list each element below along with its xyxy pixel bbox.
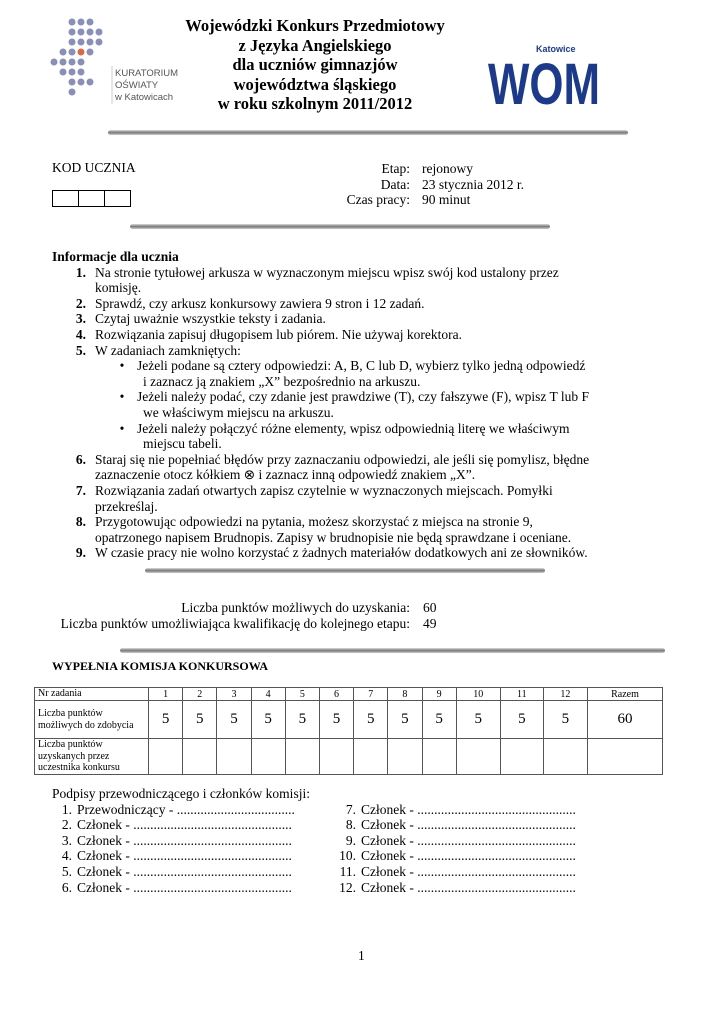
signature-number: 1. xyxy=(61,801,72,817)
logo-dot xyxy=(96,29,103,36)
title-line: Wojewódzki Konkurs Przedmiotowy xyxy=(185,16,445,35)
signature-text: Członek - ............................................... xyxy=(361,832,576,848)
signature-number: 7. xyxy=(345,801,356,817)
task-number: 9 xyxy=(422,688,456,701)
max-points-cell: 5 xyxy=(422,701,456,739)
task-number: 4 xyxy=(251,688,285,701)
signature-line[interactable] xyxy=(34,802,318,818)
student-code-boxes[interactable] xyxy=(52,190,131,207)
bullet-item xyxy=(52,389,612,420)
logo-dot xyxy=(69,19,76,26)
logo-dot xyxy=(87,19,94,26)
scored-points-cell[interactable] xyxy=(588,739,663,775)
signature-line[interactable] xyxy=(34,833,318,849)
item-text: W zadaniach zamkniętych: xyxy=(95,342,241,358)
scored-points-cell[interactable] xyxy=(217,739,251,775)
max-points-cell: 5 xyxy=(149,701,183,739)
item-number: 1. xyxy=(75,264,86,280)
signature-line[interactable] xyxy=(318,802,576,818)
signature-number: 5. xyxy=(61,863,72,879)
scored-points-cell[interactable] xyxy=(319,739,353,775)
signature-line[interactable] xyxy=(318,848,576,864)
item-text: komisję. xyxy=(95,280,142,296)
item-text: opatrzonego napisem Brudnopis. Zapisy w brudnopisie nie będą sprawdzane i oceniane. xyxy=(95,529,572,545)
logo-dot xyxy=(60,59,67,66)
task-number: 7 xyxy=(354,688,388,701)
task-number: 6 xyxy=(319,688,353,701)
separator xyxy=(130,224,550,229)
logo-dot xyxy=(69,79,76,86)
bullet-icon: • xyxy=(119,389,125,405)
page-title xyxy=(180,16,450,114)
signature-text: Członek - ............................................... xyxy=(361,801,576,817)
task-number: 1 xyxy=(149,688,183,701)
item-text: Przygotowując odpowiedzi na pytania, możesz skorzystać z miejsca na stronie 9, xyxy=(95,514,533,530)
exam-meta xyxy=(300,161,524,208)
logo-dot xyxy=(51,59,58,66)
committee-heading: WYPEŁNIA KOMISJA KONKURSOWA xyxy=(52,659,269,673)
separator xyxy=(108,130,628,135)
logo-text: WOM xyxy=(488,52,600,117)
signature-text: Członek - ............................................... xyxy=(77,863,292,879)
logo-dot xyxy=(69,89,76,96)
signature-line[interactable] xyxy=(318,833,576,849)
instructions xyxy=(52,249,612,561)
instruction-item xyxy=(52,327,612,343)
scored-points-cell[interactable] xyxy=(149,739,183,775)
instruction-item xyxy=(52,265,612,296)
task-number: 3 xyxy=(217,688,251,701)
table-header-label: Nr zadania xyxy=(35,688,149,701)
bullet-text: Jeżeli należy połączyć różne elementy, wpisz odpowiednią literę we właściwym xyxy=(137,420,570,436)
scored-points-cell[interactable] xyxy=(183,739,217,775)
max-points-cell: 5 xyxy=(500,701,543,739)
item-number: 3. xyxy=(75,311,86,327)
instruction-item xyxy=(52,545,612,561)
logo-dot xyxy=(78,39,85,46)
item-text: Rozwiązania zadań otwartych zapisz czytelnie w wyznaczonych miejscach. Pomyłki xyxy=(95,482,553,498)
signature-text: Członek - ............................................... xyxy=(77,817,292,833)
item-text: Staraj się nie popełniać błędów przy zaznaczaniu odpowiedzi, ale jeśli się pomylisz, błędne xyxy=(95,451,590,467)
logo-text: w Katowicach xyxy=(115,92,174,103)
max-points-cell: 5 xyxy=(354,701,388,739)
logo-text: OŚWIATY xyxy=(115,80,159,91)
scored-points-cell[interactable] xyxy=(500,739,543,775)
logo-dot xyxy=(87,39,94,46)
title-line: województwa śląskiego xyxy=(233,74,397,94)
signature-number: 2. xyxy=(61,817,72,833)
max-points-cell: 5 xyxy=(319,701,353,739)
item-text: W czasie pracy nie wolno korzystać z żadnych materiałów dodatkowych ani ze słowników. xyxy=(95,545,588,561)
scored-points-cell[interactable] xyxy=(456,739,500,775)
task-number: Razem xyxy=(588,688,663,701)
signature-number: 9. xyxy=(345,832,356,848)
instruction-item xyxy=(52,296,612,312)
kuratorium-logo xyxy=(46,14,176,106)
logo-dot xyxy=(60,49,67,56)
max-points-cell: 5 xyxy=(543,701,587,739)
logo-dot xyxy=(78,79,85,86)
points-value: 60 xyxy=(423,600,437,615)
item-number: 9. xyxy=(75,545,86,561)
signature-line[interactable] xyxy=(34,880,318,896)
meta-label: Czas pracy: xyxy=(346,192,410,207)
item-text: Czytaj uważnie wszystkie teksty i zadania. xyxy=(95,311,326,327)
scores-table xyxy=(34,687,663,775)
row-label: Liczba punktów uzyskanych przez uczestnika konkursu xyxy=(35,739,149,775)
logo-dot xyxy=(69,39,76,46)
signatures xyxy=(52,786,576,895)
item-number: 7. xyxy=(75,482,86,498)
points-summary xyxy=(40,600,437,632)
signature-line[interactable] xyxy=(34,848,318,864)
task-number: 11 xyxy=(500,688,543,701)
logo-dot xyxy=(78,29,85,36)
logo-dot xyxy=(69,29,76,36)
points-label: Liczba punktów umożliwiająca kwalifikację do kolejnego etapu: xyxy=(60,616,410,631)
instruction-item xyxy=(52,311,612,327)
bullet-text: miejscu tabeli. xyxy=(143,436,222,452)
title-line: z Języka Angielskiego xyxy=(238,35,392,55)
max-points-cell: 5 xyxy=(217,701,251,739)
signature-number: 8. xyxy=(345,817,356,833)
page-number: 1 xyxy=(358,948,365,963)
signature-text: Członek - ............................................... xyxy=(361,817,576,833)
item-number: 2. xyxy=(75,295,86,311)
title-line: dla uczniów gimnazjów xyxy=(232,55,398,74)
scored-points-cell[interactable] xyxy=(388,739,422,775)
item-text: Rozwiązania zapisuj długopisem lub piórem. Nie używaj korektora. xyxy=(95,326,463,342)
logo-dot xyxy=(60,69,67,76)
instruction-item xyxy=(52,343,612,359)
instructions-heading: Informacje dla ucznia xyxy=(52,249,179,264)
bullet-text: Jeżeli należy podać, czy zdanie jest prawdziwe (T), czy fałszywe (F), wpisz T lub F xyxy=(137,389,589,405)
logo-dot xyxy=(87,79,94,86)
signature-text: Przewodniczący - ................................... xyxy=(77,801,295,817)
max-points-cell: 5 xyxy=(251,701,285,739)
item-number: 4. xyxy=(75,326,86,342)
item-number: 8. xyxy=(75,514,86,530)
signature-number: 11. xyxy=(339,863,356,879)
row-label: Liczba punktów możliwych do zdobycia xyxy=(35,701,149,739)
signatures-heading: Podpisy przewodniczącego i członków komisji: xyxy=(52,786,310,801)
instruction-item xyxy=(52,452,612,483)
task-number: 12 xyxy=(543,688,587,701)
bullet-text: we właściwym miejscu na arkuszu. xyxy=(143,404,334,420)
signature-text: Członek - ............................................... xyxy=(77,879,292,895)
scored-points-cell[interactable] xyxy=(285,739,319,775)
points-value: 49 xyxy=(423,616,437,631)
meta-value: 23 stycznia 2012 r. xyxy=(422,176,524,192)
signature-number: 12. xyxy=(339,879,356,895)
max-points-cell: 5 xyxy=(183,701,217,739)
signature-line[interactable] xyxy=(318,864,576,880)
signature-number: 10. xyxy=(339,848,356,864)
max-points-cell: 5 xyxy=(285,701,319,739)
title-line: w roku szkolnym 2011/2012 xyxy=(217,94,413,113)
bullet-icon: • xyxy=(119,358,125,374)
scored-points-cell[interactable] xyxy=(354,739,388,775)
dots-logo-icon xyxy=(46,14,176,106)
logo-dot xyxy=(78,59,85,66)
instruction-item xyxy=(52,514,612,545)
signature-text: Członek - ............................................... xyxy=(361,863,576,879)
wom-globe-icon xyxy=(488,38,603,117)
instruction-item xyxy=(52,483,612,514)
signature-line[interactable] xyxy=(34,817,318,833)
logo-dot xyxy=(87,49,94,56)
wom-logo xyxy=(488,38,603,117)
bullet-icon: • xyxy=(119,420,125,436)
bullet-text: Jeżeli podane są cztery odpowiedzi: A, B, C lub D, wybierz tylko jedną odpowiedź xyxy=(137,358,586,374)
logo-text: KURATORIUM xyxy=(115,68,178,79)
signature-line[interactable] xyxy=(34,864,318,880)
logo-dot xyxy=(69,69,76,76)
bullet-item xyxy=(52,358,612,389)
signature-line[interactable] xyxy=(318,880,576,896)
signature-text: Członek - ............................................... xyxy=(361,879,576,895)
max-points-cell: 5 xyxy=(388,701,422,739)
logo-dot xyxy=(78,69,85,76)
separator xyxy=(145,568,545,573)
item-number: 5. xyxy=(75,342,86,358)
meta-value: 90 minut xyxy=(422,192,471,207)
task-number: 5 xyxy=(285,688,319,701)
meta-label: Data: xyxy=(380,176,410,192)
logo-dot xyxy=(78,19,85,26)
bullet-item xyxy=(52,421,612,452)
signature-number: 6. xyxy=(61,879,72,895)
logo-dot xyxy=(78,49,85,56)
logo-dot xyxy=(96,39,103,46)
points-label: Liczba punktów możliwych do uzyskania: xyxy=(181,600,410,615)
signature-text: Członek - ............................................... xyxy=(361,848,576,864)
meta-label: Etap: xyxy=(381,161,410,176)
task-number: 2 xyxy=(183,688,217,701)
scored-points-cell[interactable] xyxy=(543,739,587,775)
item-text: Sprawdź, czy arkusz konkursowy zawiera 9 stron i 12 zadań. xyxy=(95,295,425,311)
separator xyxy=(120,648,665,653)
logo-text: Katowice xyxy=(536,44,576,54)
scored-points-cell[interactable] xyxy=(251,739,285,775)
signature-text: Członek - ............................................... xyxy=(77,848,292,864)
task-number: 8 xyxy=(388,688,422,701)
bullet-text: i zaznacz ją znakiem „X” bezpośrednio na arkuszu. xyxy=(143,373,421,389)
max-points-cell: 60 xyxy=(588,701,663,739)
logo-dot xyxy=(69,49,76,56)
logo-dot xyxy=(87,29,94,36)
signature-number: 4. xyxy=(61,848,72,864)
scored-points-cell[interactable] xyxy=(422,739,456,775)
item-text: przekreślaj. xyxy=(95,498,158,514)
item-text: zaznaczenie otocz kółkiem ⊗ i zaznacz inną odpowiedź znakiem „X”. xyxy=(95,467,476,483)
logo-dot xyxy=(69,59,76,66)
item-number: 6. xyxy=(75,451,86,467)
signature-text: Członek - ............................................... xyxy=(77,832,292,848)
signature-line[interactable] xyxy=(318,817,576,833)
student-code-label: KOD UCZNIA xyxy=(52,160,136,175)
task-number: 10 xyxy=(456,688,500,701)
signature-number: 3. xyxy=(61,832,72,848)
max-points-cell: 5 xyxy=(456,701,500,739)
meta-value: rejonowy xyxy=(422,161,473,176)
item-text: Na stronie tytułowej arkusza w wyznaczonym miejscu wpisz swój kod ustalony przez xyxy=(95,264,559,280)
